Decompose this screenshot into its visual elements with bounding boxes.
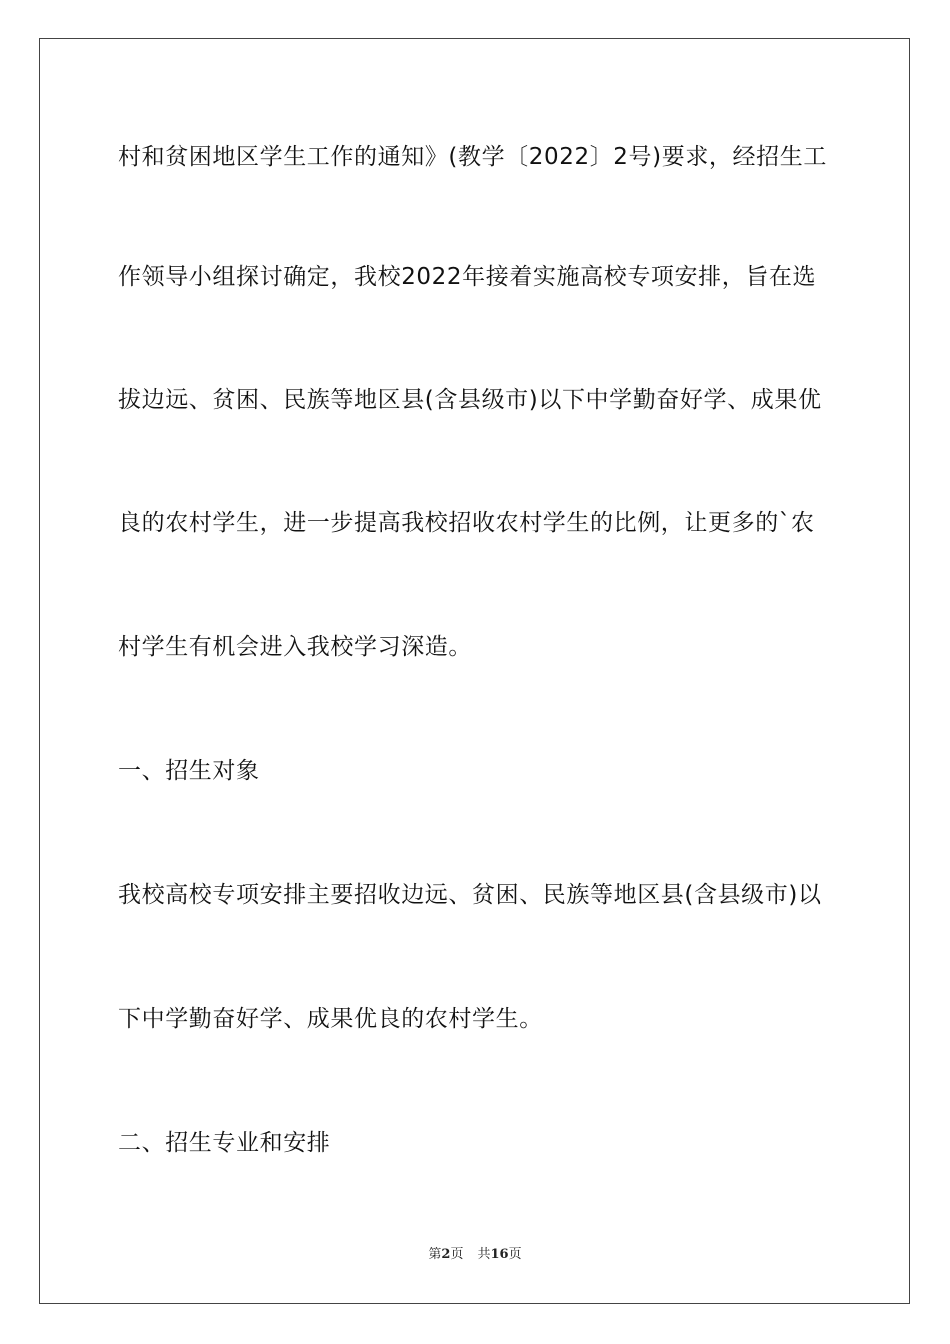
page-border	[39, 38, 910, 1304]
paragraph-line: 作领导小组探讨确定，我校2022年接着实施高校专项安排，旨在选	[118, 264, 817, 290]
page-label-suffix: 页	[450, 1247, 464, 1262]
total-pages: 16	[490, 1247, 509, 1262]
page-footer	[0, 1246, 950, 1264]
paragraph-line: 良的农村学生，进一步提高我校招收农村学生的比例，让更多的`农	[118, 510, 815, 536]
paragraph-line: 村和贫困地区学生工作的通知》(教学〔2022〕2号)要求，经招生工	[118, 144, 827, 170]
paragraph-line: 下中学勤奋好学、成果优良的农村学生。	[118, 1006, 543, 1032]
section-heading: 一、招生对象	[118, 758, 260, 784]
section-heading: 二、招生专业和安排	[118, 1130, 331, 1156]
paragraph-line: 拔边远、贫困、民族等地区县(含县级市)以下中学勤奋好学、成果优	[118, 387, 822, 413]
page-label-prefix: 第	[428, 1247, 442, 1262]
total-label-prefix: 共	[477, 1247, 491, 1262]
paragraph-line: 村学生有机会进入我校学习深造。	[118, 634, 472, 660]
page-number: 2	[441, 1247, 451, 1262]
total-label-suffix: 页	[508, 1247, 522, 1262]
paragraph-line: 我校高校专项安排主要招收边远、贫困、民族等地区县(含县级市)以	[118, 882, 822, 908]
